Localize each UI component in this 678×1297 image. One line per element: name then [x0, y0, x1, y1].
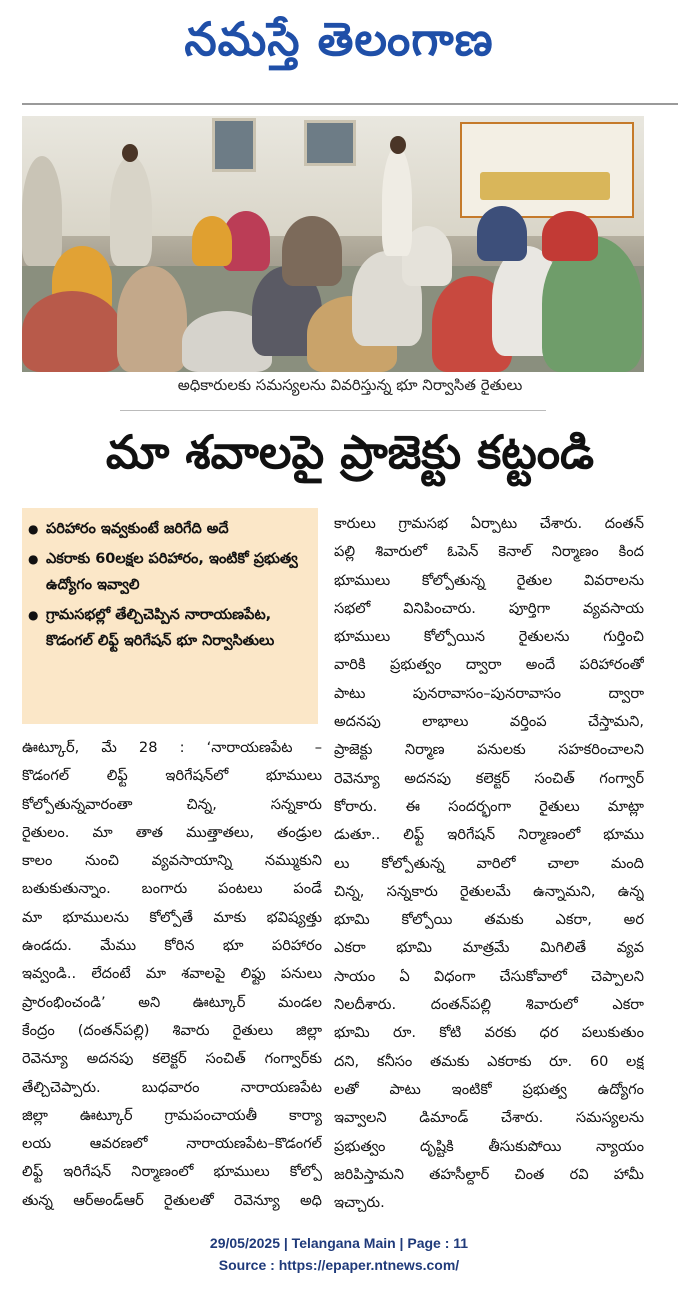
article-line: ప్రారంభించండి’ అని ఊట్కూర్ మండల — [22, 993, 322, 1011]
highlight-item: ● గ్రామసభల్లో తేల్చిచెప్పిన నారాయణపేట, కొడంగల్ లిఫ్ట్ ఇరిగేషన్ భూ నిర్వాసితులు — [28, 602, 314, 654]
article-column-left — [22, 734, 322, 1215]
article-line: కోరారు. ఈ సందర్భంగా రైతులు మాట్లా — [334, 797, 644, 815]
article-line: భూములు కోల్పోతున్న రైతుల వివరాలను — [334, 571, 644, 589]
article-line: ఇచ్చారు. — [334, 1194, 385, 1212]
article-line: లు కోల్పోతున్న వారిలో చాలా మంది — [334, 854, 644, 872]
article-line: తేల్చిచెప్పారు. బుధవారం నారాయణపేట — [22, 1078, 322, 1096]
page-footer — [0, 1232, 678, 1276]
article-line: తున్న ఆర్అండ్ఆర్ రైతులతో రెవెన్యూ అధి — [22, 1191, 322, 1209]
article-line: లిఫ్ట్ ఇరిగేషన్ నిర్మాణంలో భూములు కోల్పో — [22, 1163, 322, 1181]
article-line: భూమి కోల్పోయి తమకు ఎకరా, అర — [334, 911, 644, 929]
article-line: బతుకుతున్నాం. బంగారు పంటలు పండే — [22, 880, 322, 898]
masthead — [0, 0, 678, 100]
article-line: కోల్పోతున్నవారంతా చిన్న, సన్నకారు — [22, 795, 322, 813]
article-line: నిలదీశారు. దంతన్‌పల్లి శివారులో ఎకరా — [334, 996, 644, 1014]
article-column-right — [334, 510, 644, 1217]
news-photo — [22, 116, 644, 372]
article-line: ప్రాజెక్టు నిర్మాణ పనులకు సహకరించాలని — [334, 741, 644, 759]
article-line: ప్రభుత్వం దృష్టికి తీసుకుపోయి న్యాయం — [334, 1137, 644, 1155]
article-line: పల్లి శివారులో ఓపెన్ కెనాల్ నిర్మాణం కింద — [334, 543, 644, 561]
article-line: భూమి రూ. కోటి వరకు ధర పలుకుతుం — [334, 1024, 644, 1042]
footer-source: Source : https://epaper.ntnews.com/ — [218, 1257, 460, 1273]
article-line: కేంద్రం (దంతన్‌పల్లి) శివారు రైతులు జిల్లా — [22, 1021, 322, 1039]
article-line: అదనపు లాభాలు వర్తింప చేస్తామని, — [334, 713, 644, 731]
article-line: రైతులం. మా తాత ముత్తాతలు, తండ్రుల — [22, 823, 322, 841]
article-line: భూములు కోల్పోయిన రైతులను గుర్తించి — [334, 628, 644, 646]
photo-caption: అధికారులకు సమస్యలను వివరిస్తున్న భూ నిర్వాసిత రైతులు — [177, 376, 523, 394]
article-line: సభలో వినిపించారు. పూర్తిగా వ్యవసాయ — [334, 599, 644, 617]
article-line: పాటు పునరావాసం–పునరావాసం ద్వారా — [334, 684, 644, 702]
article-line: చిన్న, సన్నకారు రైతులమే ఉన్నామని, ఉన్న — [334, 882, 644, 900]
article-line: కారులు గ్రామసభ ఏర్పాటు చేశారు. దంతన్ — [334, 515, 644, 532]
bullet-icon: ● — [28, 522, 39, 536]
masthead-divider — [22, 103, 678, 105]
article-line: లతో పాటు ఇంటికో ప్రభుత్వ ఉద్యోగం — [334, 1080, 644, 1098]
article-line: దని, కనీసం తమకు ఎకరాకు రూ. 60 లక్ష — [334, 1052, 644, 1070]
article-line: రెవెన్యూ అదనపు కలెక్టర్ సంచిత్ గంగ్వార్‌కు — [22, 1050, 322, 1068]
bullet-icon: ● — [28, 552, 39, 566]
article-line: కాలం నుంచి వ్యవసాయాన్ని నమ్ముకుని — [22, 852, 322, 870]
article-line: రెవెన్యూ అదనపు కలెక్టర్ సంచిత్ గంగ్వార్ — [334, 769, 644, 787]
meeting-banner — [460, 122, 634, 218]
caption-divider — [120, 410, 546, 411]
article-line: సాయం ఏ విధంగా చేసుకోవాలో చెప్పాలని — [334, 967, 644, 985]
article-line: కొడంగల్ లిఫ్ట్ ఇరిగేషన్‌లో భూములు — [22, 767, 322, 785]
article-line: ఊట్కూర్, మే 28 : ‘నారాయణపేట – — [22, 739, 322, 756]
highlight-item: ● ఎకరాకు 60లక్షల పరిహారం, ఇంటికో ప్రభుత్వ ఉద్యోగం ఇవ్వాలి — [28, 546, 314, 598]
article-line: ఎకరా భూమి మాత్రమే మిగిలితే వ్యవ — [334, 939, 644, 957]
article-line: ఇవ్వండి.. లేదంటే మా శవాలపై లిఫ్టు పనులు — [22, 965, 322, 983]
article-line: వారికి ప్రభుత్వం ద్వారా అందే పరిహారంతో — [334, 656, 644, 674]
article-line: జిల్లా ఊట్కూర్ గ్రామపంచాయతీ కార్యా — [22, 1106, 322, 1124]
bullet-icon: ● — [28, 608, 39, 622]
article-headline: మా శవాలపై ప్రాజెక్టు కట్టండి — [105, 425, 595, 479]
article-line: ఇవ్వాలని డిమాండ్ చేశారు. సమస్యలను — [334, 1109, 644, 1127]
article-line: డుతూ.. లిఫ్ట్ ఇరిగేషన్ నిర్మాణంలో భూము — [334, 826, 644, 844]
footer-dateline: 29/05/2025 | Telangana Main | Page : 11 — [209, 1235, 469, 1251]
highlights-box — [22, 508, 318, 724]
article-line: జరిపిస్తామని తహసీల్దార్ చింత రవి హామీ — [334, 1165, 644, 1183]
article-line: ఉండదు. మేము కోరిన భూ పరిహారం — [22, 937, 322, 955]
article-line: లయ ఆవరణలో నారాయణపేట–కొడంగల్ — [22, 1135, 322, 1153]
newspaper-logo: నమస్తే తెలంగాణ — [184, 12, 494, 66]
highlight-item: ● పరిహారం ఇవ్వకుంటే జరిగేది అదే — [28, 516, 314, 542]
article-line: మా భూములను కోల్పోతే మాకు భవిష్యత్తు — [22, 908, 322, 926]
